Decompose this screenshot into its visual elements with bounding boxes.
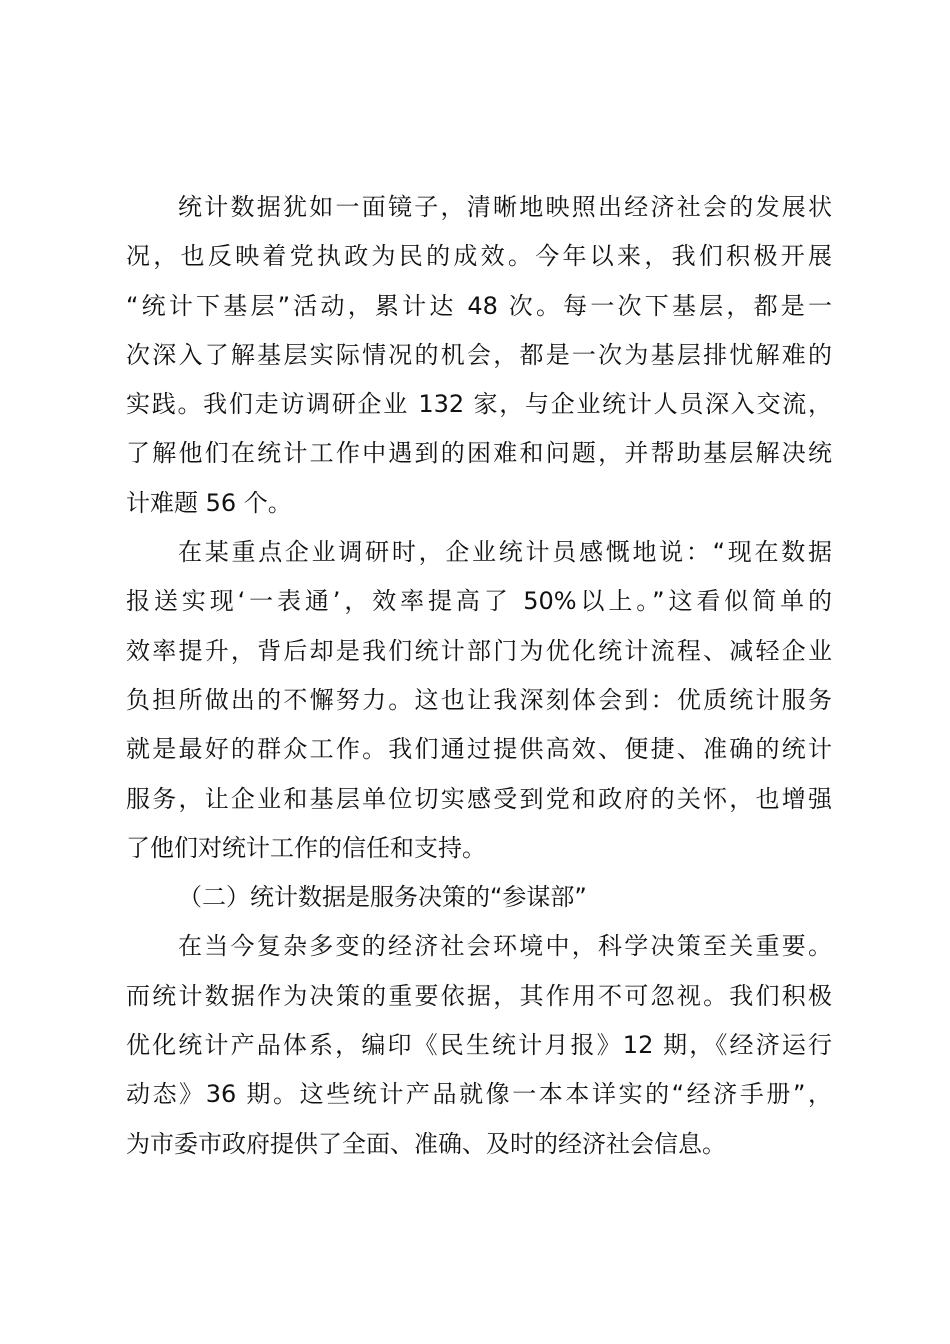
text-line: 而统计数据作为决策的重要依据，其作用不可忽视。我们积极: [126, 981, 832, 1010]
text-line: 动态》36 期。这些统计产品就像一本本详实的“经济手册”，: [126, 1080, 832, 1109]
paragraph-enterprise-survey: [126, 528, 832, 873]
text-line: 报送实现‘一表通’，效率提高了 50%以上。”这看似简单的: [126, 587, 832, 616]
section-heading: [126, 873, 832, 922]
section-heading-text: （二）统计数据是服务决策的“参谋部”: [178, 883, 587, 912]
text-line: 实践。我们走访调研企业 132 家，与企业统计人员深入交流，: [126, 390, 832, 419]
text-line: 了解他们在统计工作中遇到的困难和问题，并帮助基层解决统: [126, 439, 832, 468]
text-line: 效率提升，背后却是我们统计部门为优化统计流程、减轻企业: [126, 636, 832, 665]
text-line: 在当今复杂多变的经济社会环境中，科学决策至关重要。: [178, 932, 832, 961]
text-line: 计难题 56 个。: [126, 488, 292, 517]
text-line: 负担所做出的不懈努力。这也让我深刻体会到：优质统计服务: [126, 685, 832, 714]
text-line: 次深入了解基层实际情况的机会，都是一次为基层排忧解难的: [126, 340, 832, 369]
text-line: 统计数据犹如一面镜子，清晰地映照出经济社会的发展状: [178, 193, 832, 221]
text-line: 就是最好的群众工作。我们通过提供高效、便捷、准确的统计: [126, 735, 832, 764]
text-line: 了他们对统计工作的信任和支持。: [126, 833, 486, 862]
text-line: 优化统计产品体系，编印《民生统计月报》12 期，《经济运行: [126, 1031, 832, 1060]
paragraph-statistics-mirror: [126, 183, 832, 528]
text-line: “统计下基层”活动，累计达 48 次。每一次下基层，都是一: [126, 291, 832, 320]
text-line: 况，也反映着党执政为民的成效。今年以来，我们积极开展: [126, 242, 832, 271]
text-line: 为市委市政府提供了全面、准确、及时的经济社会信息。: [126, 1129, 726, 1158]
text-line: 服务，让企业和基层单位切实感受到党和政府的关怀，也增强: [126, 784, 832, 813]
document-body: [126, 183, 832, 1169]
text-line: 在某重点企业调研时，企业统计员感慨地说：“现在数据: [178, 538, 832, 567]
paragraph-decision-support: [126, 922, 832, 1168]
